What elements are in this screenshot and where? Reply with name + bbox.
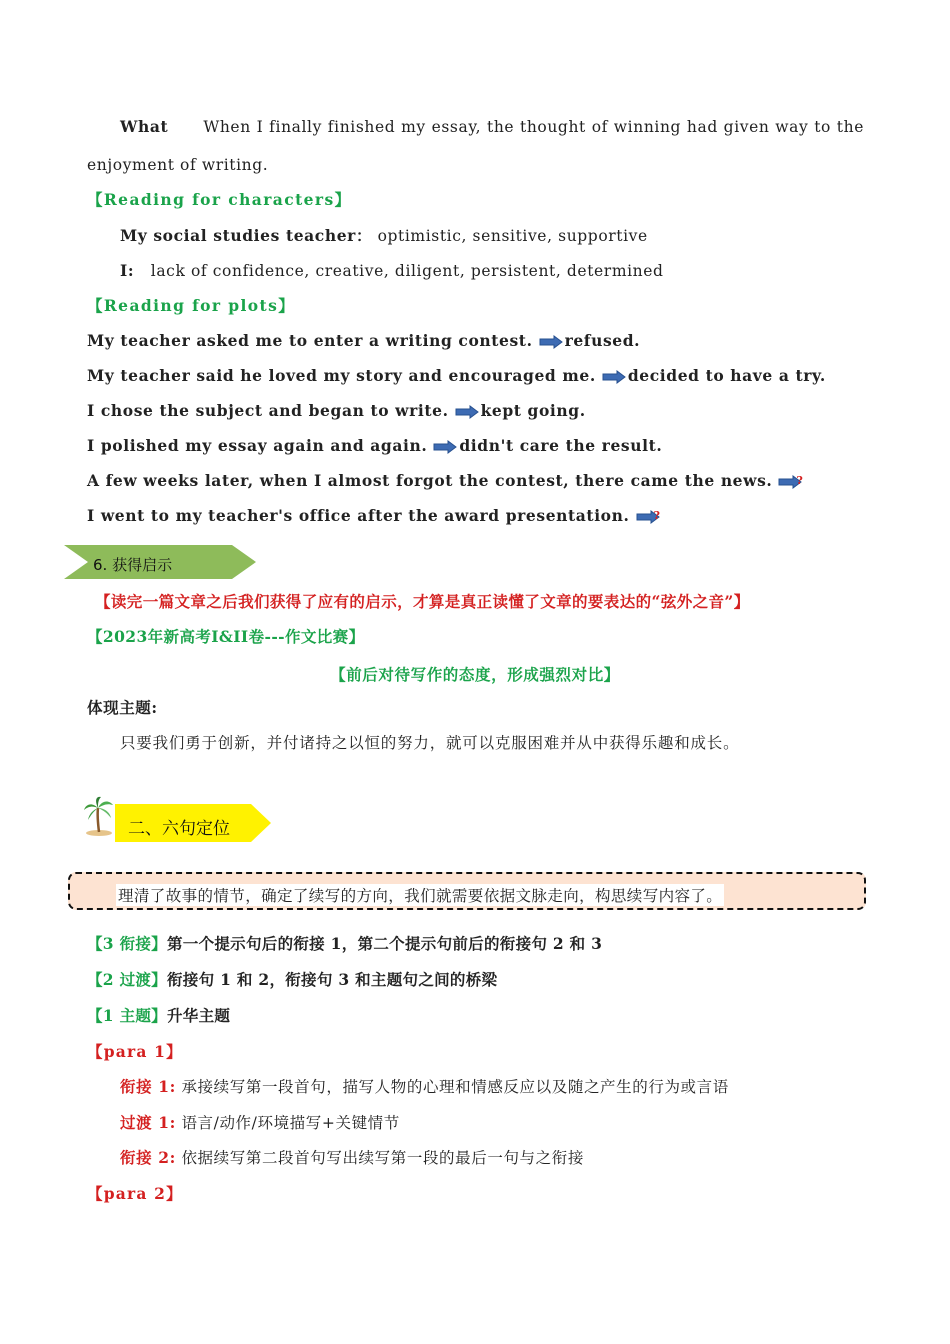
what-line-1 [120, 117, 864, 136]
palm-tree-icon [82, 796, 116, 836]
plot-result: didn't care the result. [459, 436, 663, 455]
what-text-1: When I finally finished my essay, the thought of winning had given way to the [203, 118, 864, 136]
characters-heading: 【Reading for characters】 [87, 190, 352, 209]
i-line [120, 261, 664, 281]
right-arrow-icon [433, 440, 457, 454]
plot-text: My teacher said he loved my story and encouraged me. [87, 366, 596, 385]
para1-item-text: 依据续写第二段首句写出续写第一段的最后一句与之衔接 [181, 1149, 584, 1167]
plot-result: ? [653, 509, 661, 522]
para2-heading: 【para 2】 [87, 1184, 183, 1203]
plot-text: I chose the subject and began to write. [87, 401, 449, 420]
section6-banner-title: 6. 获得启示 [93, 556, 173, 574]
what-text-2: enjoyment of writing. [87, 156, 269, 174]
rule-item [87, 934, 602, 954]
right-arrow-icon [539, 335, 563, 349]
rule-tag: 【2 过渡】 [87, 970, 167, 989]
rule-item [87, 970, 497, 990]
section6-contrast-note: 【前后对待写作的态度，形成强烈对比】 [330, 665, 620, 684]
plot-result: decided to have a try. [627, 366, 826, 385]
section6-theme-text: 只要我们勇于创新，并付诸持之以恒的努力，就可以克服困难并从中获得乐趣和成长。 [120, 734, 740, 752]
para1-item [120, 1077, 729, 1097]
rule-text: 升华主题 [166, 1006, 231, 1025]
section6-exam-note: 【2023年新高考I&II卷---作文比赛】 [87, 627, 365, 646]
plot-item [87, 506, 661, 526]
para1-item-label: 衔接 2: [120, 1148, 176, 1167]
teacher-line [120, 226, 648, 246]
para1-heading: 【para 1】 [87, 1042, 183, 1061]
plot-item [87, 331, 640, 351]
plot-result: ? [796, 474, 804, 487]
section6-red-note: 【读完一篇文章之后我们获得了应有的启示，才算是真正读懂了文章的要表达的“弦外之音”】 [95, 592, 750, 611]
plot-text: I polished my essay again and again. [87, 436, 428, 455]
rule-tag: 【1 主题】 [87, 1006, 167, 1025]
what-label: What [120, 117, 169, 136]
plot-item [87, 401, 586, 421]
teacher-label: My social studies teacher： [120, 226, 373, 245]
plot-item [87, 471, 803, 491]
rule-text: 第一个提示句后的衔接 1，第二个提示句前后的衔接句 2 和 3 [166, 934, 603, 953]
i-value: lack of confidence, creative, diligent, persistent, determined [150, 262, 664, 280]
section6-theme-label: 体现主题: [87, 698, 158, 717]
hint-box-text: 理清了故事的情节，确定了续写的方向，我们就需要依据文脉走向，构思续写内容了。 [116, 884, 724, 906]
para1-item-text: 语言/动作/环境描写+关键情节 [181, 1114, 400, 1132]
plots-heading: 【Reading for plots】 [87, 296, 296, 315]
rule-item [87, 1006, 230, 1026]
plot-text: I went to my teacher's office after the award presentation. [87, 506, 630, 525]
plot-result: kept going. [480, 401, 586, 420]
para1-item-label: 衔接 1: [120, 1077, 176, 1096]
para1-item-text: 承接续写第一段首句，描写人物的心理和情感反应以及随之产生的行为或言语 [181, 1078, 729, 1096]
rule-text: 衔接句 1 和 2，衔接句 3 和主题句之间的桥梁 [166, 970, 498, 989]
right-arrow-icon [455, 405, 479, 419]
para1-item [120, 1113, 400, 1133]
plot-text: My teacher asked me to enter a writing contest. [87, 331, 533, 350]
right-arrow-icon [602, 370, 626, 384]
plot-text: A few weeks later, when I almost forgot the contest, there came the news. [87, 471, 773, 490]
para1-item [120, 1148, 584, 1168]
rule-tag: 【3 衔接】 [87, 934, 167, 953]
plot-item [87, 366, 826, 386]
plot-item [87, 436, 662, 456]
section2-banner-title: 二、六句定位 [128, 819, 230, 839]
teacher-value: optimistic, sensitive, supportive [377, 227, 648, 245]
para1-item-label: 过渡 1: [120, 1113, 176, 1132]
i-label: I: [120, 261, 135, 280]
plot-result: refused. [564, 331, 641, 350]
